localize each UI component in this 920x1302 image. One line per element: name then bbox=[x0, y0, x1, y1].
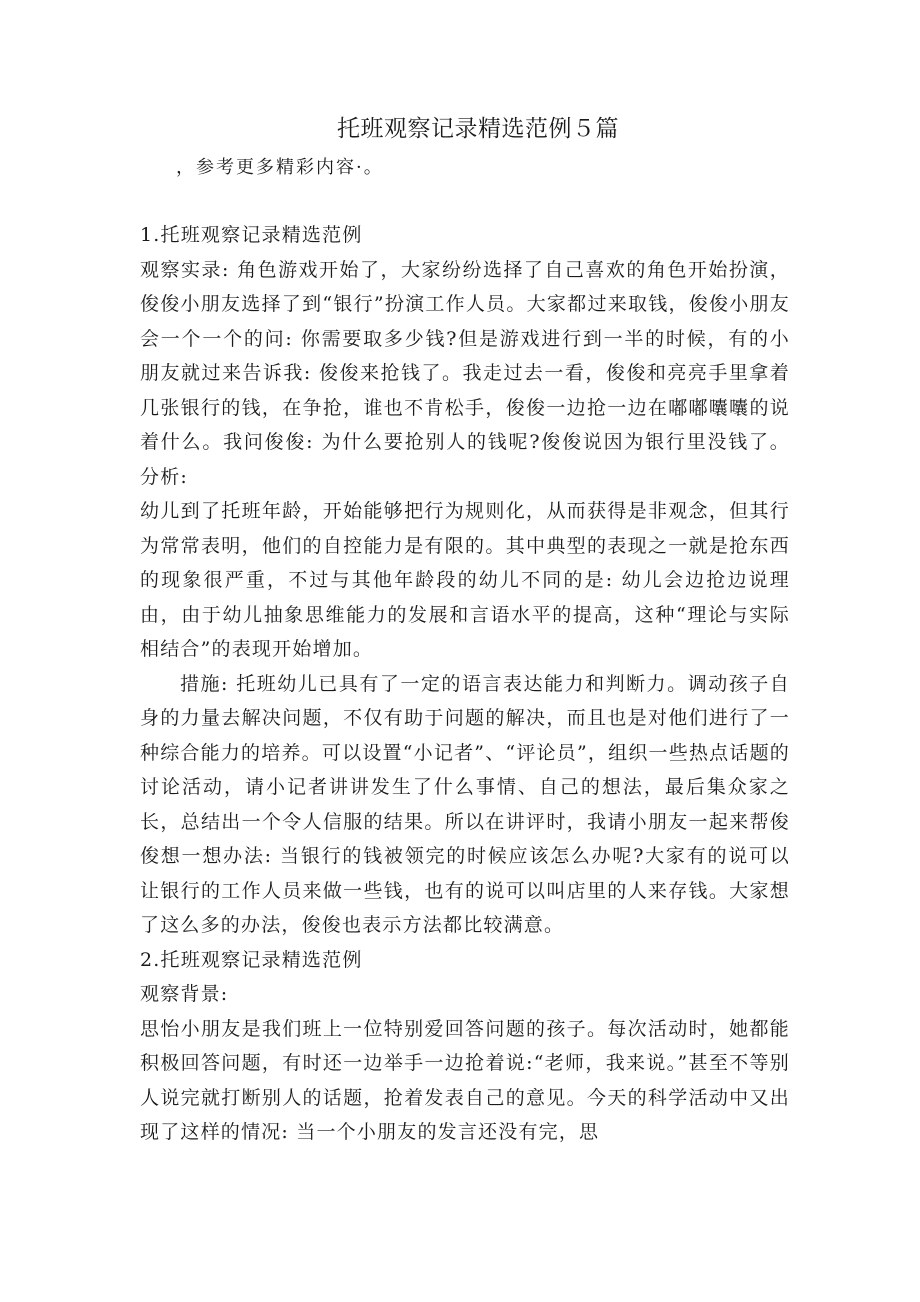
paragraph-analysis: 幼儿到了托班年龄，开始能够把行为规则化，从而获得是非观念，但其行为常常表明，他们的自控能力是有限的。其中典型的表现之一就是抢东西的现象很严重，不过与其他年龄段的幼儿不同的是: 幼儿会边抢边说理由，由于幼儿抽象思维能力的发展和言语水平的提高，这种“理论与实际相结合”的表现开始增加。 bbox=[140, 500, 790, 660]
document-title: 托班观察记录精选范例５篇 bbox=[337, 116, 619, 142]
section-heading-1: 1.托班观察记录精选范例 bbox=[140, 224, 363, 246]
document-body bbox=[140, 218, 790, 1150]
paragraph-measures: 措施: 托班幼儿已具有了一定的语言表达能力和判断力。调动孩子自身的力量去解决问题，不仅有助于问题的解决，而且也是对他们进行了一种综合能力的培养。可以设置“小记者”、“评论员”，组织一些热点话题的讨论活动，请小记者讲讲发生了什么事情、自己的想法，最后集众家之长，总结出一个令人信服的结果。所以在讲评时，我请小朋友一起来帮俊俊想一想办法: 当银行的钱被领完的时候应该怎么办呢?大家有的说可以让银行的工作人员来做一些钱，也有的说可以叫店里的人来存钱。大家想了这么多的办法，俊俊也表示方法都比较满意。 bbox=[140, 672, 790, 936]
document-subtitle: ，参考更多精彩内容·。 bbox=[176, 157, 384, 178]
section-heading-2: 2.托班观察记录精选范例 bbox=[140, 948, 363, 971]
paragraph-background-label: 观察背景: bbox=[140, 983, 229, 1005]
paragraph-observation-record: 观察实录: 角色游戏开始了，大家纷纷选择了自己喜欢的角色开始扮演，俊俊小朋友选择了到“银行”扮演工作人员。大家都过来取钱，俊俊小朋友会一个一个的问: 你需要取多少钱?但是游戏进行到一半的时候，有的小朋友就过来告诉我: 俊俊来抢钱了。我走过去一看，俊俊和亮亮手里拿着几张银行的钱，在争抢，谁也不肯松手，俊俊一边抢一边在嘟嘟囔囔的说着什么。我问俊俊: 为什么要抢别人的钱呢?俊俊说因为银行里没钱了。分析: bbox=[140, 258, 790, 488]
paragraph-background: 思怡小朋友是我们班上一位特别爱回答问题的孩子。每次活动时，她都能积极回答问题，有时还一边举手一边抢着说:“老师，我来说。”甚至不等别人说完就打断别人的话题，抢着发表自己的意见。今天的科学活动中又出现了这样的情况: 当一个小朋友的发言还没有完，思 bbox=[140, 1017, 790, 1143]
